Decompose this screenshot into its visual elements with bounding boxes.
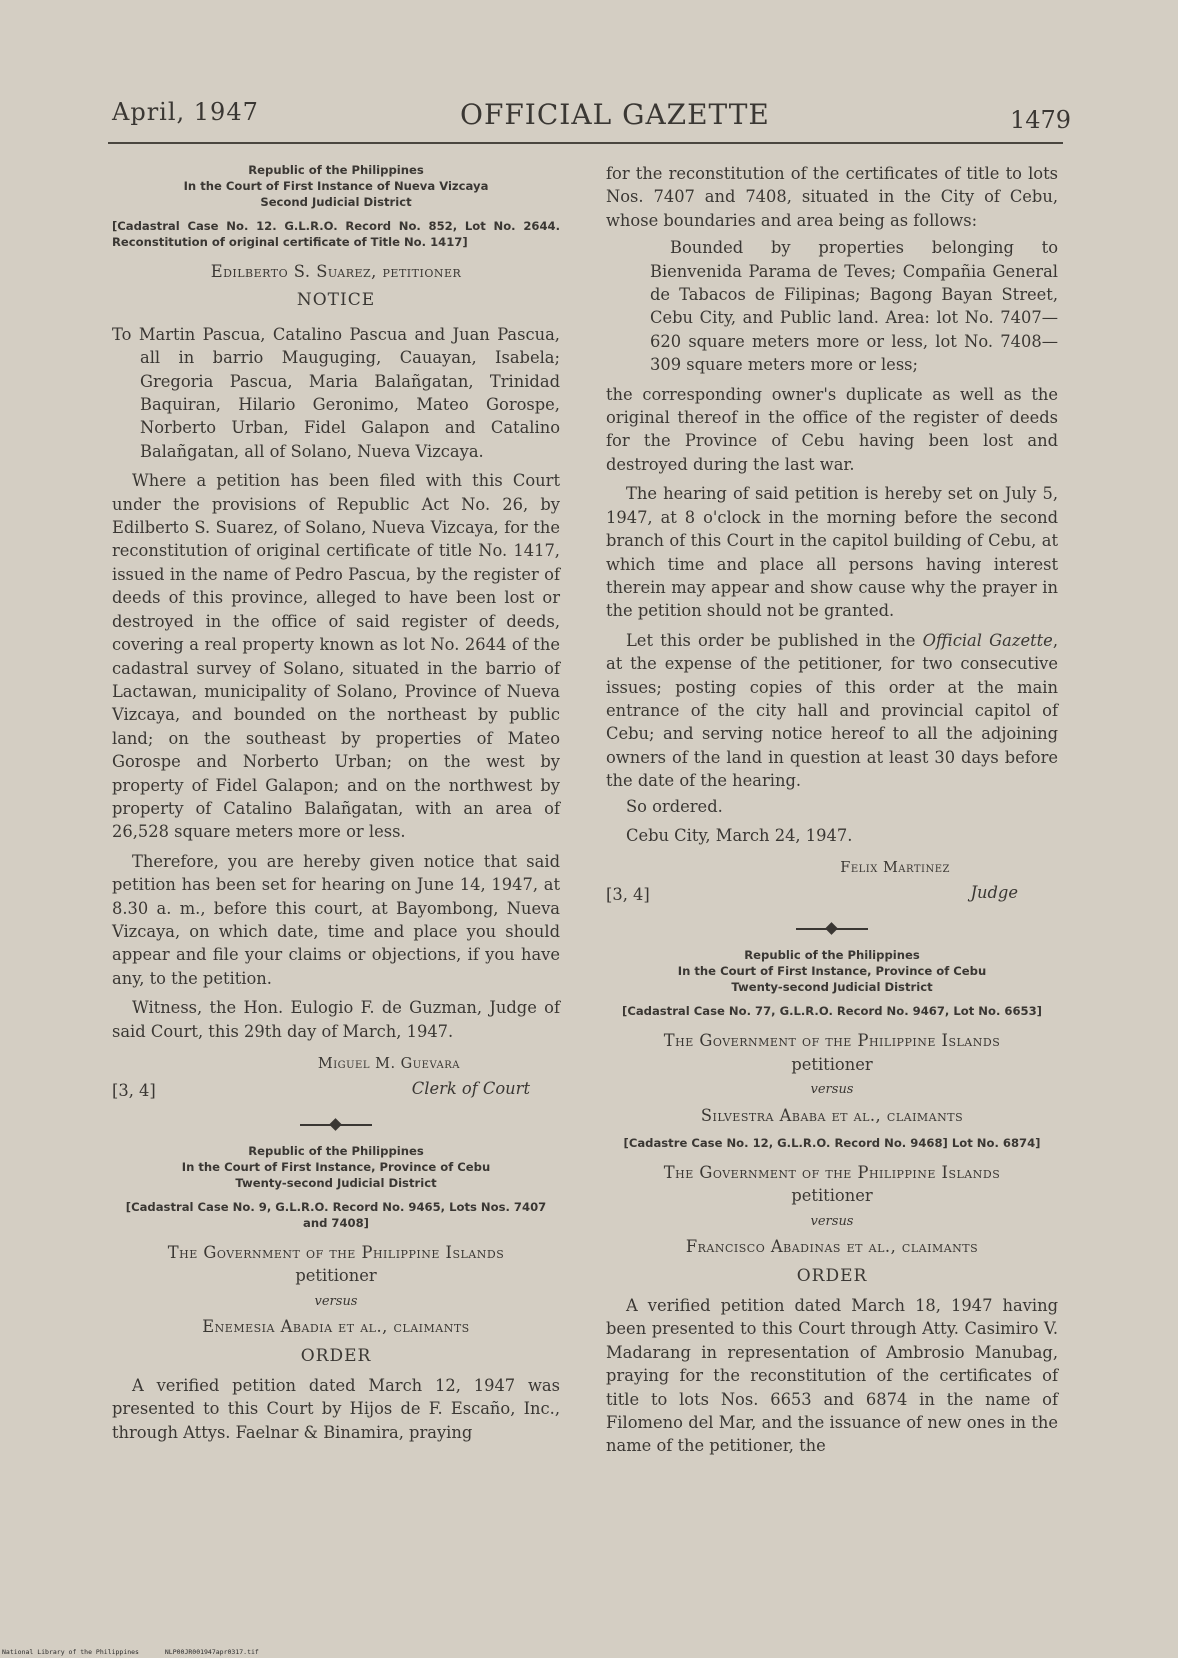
- publication-paragraph: [606, 629, 1058, 793]
- signer-title: Clerk of Court: [411, 1079, 530, 1098]
- issue-date: April, 1947: [112, 98, 259, 126]
- claimants: Enemesia Abadia et al., claimants: [202, 1317, 470, 1337]
- court-line: Twenty-second Judicial District: [731, 980, 933, 995]
- issue-reference: [3, 4]: [606, 885, 650, 905]
- order-paragraph: for the reconstitution of the certificates of title to lots Nos. 7407 and 7408, situated in the City of Cebu, whose boundaries and area being as follows:: [606, 164, 1058, 230]
- claimants: Francisco Abadinas et al., claimants: [685, 1237, 979, 1257]
- scan-filename: NLP00JR001947apr0317.tif: [164, 1648, 259, 1656]
- court-line: Republic of the Philippines: [248, 163, 424, 177]
- case-reference: [Cadastre Case No. 12, G.L.R.O. Record No. 9468] Lot No. 6874]: [623, 1136, 1041, 1150]
- page-number: 1479: [1010, 106, 1072, 134]
- issue-reference: [3, 4]: [112, 1081, 156, 1100]
- petitioner-role: petitioner: [295, 1266, 377, 1286]
- publication-title: OFFICIAL GAZETTE: [460, 98, 770, 131]
- signature-block: [112, 1053, 560, 1103]
- order-abadia: [112, 1143, 560, 1444]
- right-column: [606, 162, 1058, 1458]
- signer-name: Felix Martinez: [840, 860, 950, 877]
- notice-heading: NOTICE: [296, 290, 376, 311]
- petitioner-name: The Government of the Philippine Islands: [663, 1031, 1001, 1051]
- place-date: Cebu City, March 24, 1947.: [626, 825, 853, 845]
- order-manubag: [606, 947, 1058, 1458]
- order-heading: ORDER: [300, 1345, 372, 1366]
- court-line: In the Court of First Instance of Nueva Vizcaya: [183, 179, 489, 193]
- page-header: [0, 98, 1178, 138]
- addressees: To Martin Pascua, Catalino Pascua and Juan Pascua, all in barrio Mauguging, Cauayan, Isabela; Gregoria Pascua, Maria Balañgatan, Trinidad Baquiran, Hilario Geronimo, Mateo Gorospe, Norberto Urban, Fidel Galapon and Catalino Balañgatan, all of Solano, Nueva Vizcaya.: [112, 324, 560, 461]
- notice-paragraph: Where a petition has been filed with this Court under the provisions of Republic Act No. 26, by Edilberto S. Suarez, of Solano, Nueva Vizcaya, for the reconstitution of original certificate of title No. 1417, issued in the name of Pedro Pascua, by the register of deeds of this province, alleged to have been lost or destroyed in the office of said register of deeds, covering a real property known as lot No. 2644 of the cadastral survey of Solano, situated in the barrio of Lactawan, municipality of Solano, Province of Nueva Vizcaya, and bounded on the northeast by public land; on the southeast by properties of Mateo Gorospe and Norberto Urban; on the west by property of Fidel Galapon; and on the northwest by property of Catalino Balañgatan, with an area of 26,528 square meters more or less.: [112, 471, 560, 842]
- notice-suarez: [112, 162, 560, 1103]
- so-ordered: So ordered.: [626, 796, 723, 816]
- text-run: Let this order be published in the: [626, 630, 923, 650]
- court-caption: [112, 1143, 560, 1191]
- petitioner-role: petitioner: [791, 1186, 873, 1206]
- court-line: Twenty-second Judicial District: [235, 1176, 437, 1190]
- petitioner-role: petitioner: [791, 1054, 873, 1074]
- signature-block: [606, 857, 1058, 907]
- section-divider: [300, 1119, 372, 1131]
- court-line: Second Judicial District: [260, 195, 412, 209]
- order-paragraph: A verified petition dated March 18, 1947 having been presented to this Court through Atty. Casimiro V. Madarang in representation of Ambrosio Manubag, praying for the reconstitution of the certificates of title to lots Nos. 6653 and 6874 in the name of Filomeno del Mar, and the issuance of new ones in the name of the petitioner, the: [606, 1296, 1058, 1456]
- order-abadia-continued: [606, 162, 1058, 907]
- court-caption: [606, 947, 1058, 995]
- text-run: , at the expense of the petitioner, for two consecutive issues; posting copies of this order at the main entrance of the city hall and provincial capitol of Cebu; and serving notice hereof to all the adjoining owners of the land in question at least 30 days before the date of the hearing.: [606, 630, 1058, 791]
- library-credit: National Library of the Philippines: [2, 1648, 139, 1656]
- court-line: In the Court of First Instance, Province of Cebu: [677, 964, 987, 979]
- court-line: Republic of the Philippines: [248, 1144, 424, 1158]
- order-paragraph: the corresponding owner's duplicate as well as the original thereof in the office of the register of deeds for the Province of Cebu having been lost and destroyed during the last war.: [606, 384, 1058, 474]
- order-paragraph: A verified petition dated March 12, 1947 was presented to this Court by Hijos de F. Escaño, Inc., through Attys. Faelnar & Binamira, praying: [112, 1376, 560, 1442]
- notice-paragraph: Witness, the Hon. Eulogio F. de Guzman, Judge of said Court, this 29th day of March, 1947.: [112, 998, 560, 1041]
- versus-label: versus: [810, 1082, 854, 1098]
- publication-name: Official Gazette: [922, 630, 1053, 650]
- case-reference: [Cadastral Case No. 9, G.L.R.O. Record No. 9465, Lots Nos. 7407 and 7408]: [125, 1200, 547, 1230]
- property-bounds: Bounded by properties belonging to Bienvenida Parama de Teves; Compañia General de Tabacos de Filipinas; Bagong Bayan Street, Cebu City, and Public land. Area: lot No. 7407—620 square meters more or less, lot No. 7408—309 square meters more or less;: [650, 238, 1058, 375]
- petitioner-name: Edilberto S. Suarez, petitioner: [210, 262, 462, 281]
- signer-name: Miguel M. Guevara: [317, 1056, 460, 1072]
- court-line: Republic of the Philippines: [744, 948, 920, 963]
- petitioner-name: The Government of the Philippine Islands: [663, 1163, 1001, 1182]
- case-reference: [Cadastral Case No. 12. G.L.R.O. Record No. 852, Lot No. 2644. Reconstitution of original certificate of Title No. 1417]: [112, 219, 560, 249]
- claimants: Silvestra Ababa et al., claimants: [700, 1105, 964, 1125]
- petitioner-name: The Government of the Philippine Islands: [167, 1243, 505, 1262]
- court-caption: [112, 162, 560, 210]
- hearing-paragraph: The hearing of said petition is hereby set on July 5, 1947, at 8 o'clock in the morning before the second branch of this Court in the capitol building of Cebu, at which time and place all persons having interest therein may appear and show cause why the prayer in the petition should not be granted.: [606, 484, 1058, 621]
- notice-paragraph: Therefore, you are hereby given notice that said petition has been set for hearing on June 14, 1947, at 8.30 a. m., before this court, at Bayombong, Nueva Vizcaya, on which date, time and place you should appear and file your claims or objections, if you have any, to the petition.: [112, 851, 560, 988]
- section-divider: [796, 923, 868, 935]
- court-line: In the Court of First Instance, Province of Cebu: [181, 1160, 491, 1174]
- case-reference: [Cadastral Case No. 77, G.L.R.O. Record No. 9467, Lot No. 6653]: [622, 1004, 1042, 1019]
- signer-title: Judge: [970, 883, 1018, 903]
- scan-footer: [2, 1648, 281, 1656]
- header-rule: [108, 142, 1063, 144]
- versus-label: versus: [314, 1293, 358, 1309]
- versus-label: versus: [810, 1213, 854, 1229]
- order-heading: ORDER: [796, 1265, 868, 1286]
- left-column: [112, 162, 560, 1444]
